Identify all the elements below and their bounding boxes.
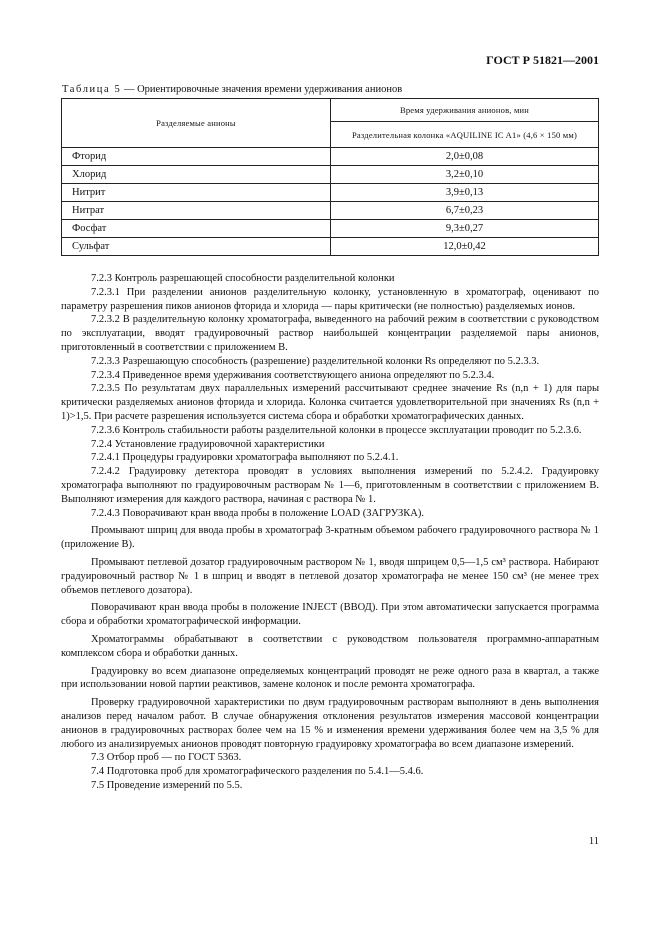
retention-value: 12,0±0,42	[331, 238, 599, 256]
anion-name: Нитрат	[62, 202, 331, 220]
paragraph-7-2-4-3: 7.2.4.3 Поворачивают кран ввода пробы в положение LOAD (ЗАГРУЗКА).	[91, 507, 424, 519]
table-caption-prefix: Таблица 5	[62, 84, 122, 95]
table-row	[62, 166, 599, 184]
retention-value: 6,7±0,23	[331, 202, 599, 220]
table-row	[62, 202, 599, 220]
table-caption	[62, 84, 402, 95]
paragraph-7-2-3-3: 7.2.3.3 Разрешающую способность (разрешение) разделительной колонки Rs определяют по 5.2.3.3.	[91, 355, 540, 367]
anion-name: Фторид	[62, 148, 331, 166]
retention-value: 2,0±0,08	[331, 148, 599, 166]
table-row	[62, 238, 599, 256]
retention-time-table	[61, 98, 599, 256]
retention-value: 3,9±0,13	[331, 184, 599, 202]
section-7-5: 7.5 Проведение измерений по 5.5.	[91, 779, 243, 791]
table-row	[62, 148, 599, 166]
section-7-2-3-heading: 7.2.3 Контроль разрешающей способности разделительной колонки	[91, 273, 395, 284]
paragraph-7-2-3-4: 7.2.3.4 Приведенное время удерживания соответствующего аниона определяют по 5.2.3.4.	[91, 369, 495, 381]
paragraph-7-2-3-6: 7.2.3.6 Контроль стабильности работы разделительной колонки в процессе эксплуатации проводит по 5.2.3.6.	[91, 424, 582, 436]
section-7-3: 7.3 Отбор проб — по ГОСТ 5363.	[91, 752, 242, 764]
retention-value: 9,3±0,27	[331, 220, 599, 238]
paragraph-chromatograms: Хроматограммы обрабатывают в соответствии с руководством пользователя программно-аппаратным комплексом сбора и обработки данных.	[61, 633, 599, 659]
section-7-2-4-heading: 7.2.4 Установление градуировочной характеристики	[91, 438, 325, 450]
table-row	[62, 184, 599, 202]
anion-name: Фосфат	[62, 220, 331, 238]
paragraph-7-2-3-1: 7.2.3.1 При разделении анионов разделительную колонку, установленную в хроматограф, оценивают по параметру разрешения пиков анионов фторида и хлорида — пары критически (не полностью) разделяемых ионов.	[61, 286, 599, 312]
section-7-4: 7.4 Подготовка проб для хроматографического разделения по 5.4.1—5.4.6.	[91, 766, 424, 778]
header-retention-time: Время удерживания анионов, мин	[331, 99, 599, 122]
paragraph-loop-rinse: Промывают петлевой дозатор градуировочным раствором № 1, вводя шприцем 0,5—1,5 см³ раствора. Набирают градуировочный раствор № 1 в шприц и вводят в петлевой дозатор хроматографа не менее 150 см³ (не менее трех объемов петлевого дозатора).	[61, 556, 599, 596]
paragraph-7-2-4-2: 7.2.4.2 Градуировку детектора проводят в условиях выполнения измерений по 5.2.4.2. Градуировку хроматографа выполняют по градуировочным растворам № 1—6, приготовленным в соответствии с приложением В. Выполняют измерения для каждого раствора, начиная с раствора № 1.	[61, 466, 599, 505]
anion-name: Хлорид	[62, 166, 331, 184]
retention-value: 3,2±0,10	[331, 166, 599, 184]
paragraph-inject: Поворачивают кран ввода пробы в положение INJECT (ВВОД). При этом автоматически запускается программа сбора и обработки хроматографической информации.	[61, 602, 599, 628]
anion-name: Нитрит	[62, 184, 331, 202]
table-row	[62, 220, 599, 238]
paragraph-syringe-rinse: Промывают шприц для ввода пробы в хроматограф 3-кратным объемом рабочего градуировочного раствора № 1 (приложение В).	[61, 525, 599, 551]
header-anions: Разделяемые анионы	[62, 99, 331, 148]
anion-name: Сульфат	[62, 238, 331, 256]
standard-designation: ГОСТ Р 51821—2001	[486, 53, 599, 67]
paragraph-7-2-3-5: 7.2.3.5 По результатам двух параллельных измерений рассчитывают среднее значение Rs (n,n + 1) для пары критически разделяемых анионов фторида и хлорида. Колонка считается удовлетворительной при значениях Rs (n,n + 1)>1,5. При расчете разрешения используется система сбора и обработки хроматографических данных.	[61, 383, 599, 422]
header-column: Разделительная колонка «AQUILINE IC A1» (4,6 × 150 мм)	[331, 122, 599, 148]
paragraph-7-2-4-1: 7.2.4.1 Процедуры градуировки хроматографа выполняют по 5.2.4.1.	[91, 452, 399, 464]
paragraph-calibration-check: Проверку градуировочной характеристики по двум градуировочным растворам выполняют в день выполнения анализов перед началом работ. В случае обнаружения отклонения результатов измерения массовой концентрации анионов в градуировочных растворах более чем на 15 % и изменения времени удерживания более чем на 3,5 % для любого из анализируемых анионов проводят повторную градуировку хроматографа во всем диапазоне измерений.	[61, 697, 599, 750]
paragraph-calibration-range: Градуировку во всем диапазоне определяемых концентраций проводят не реже одного раза в квартал, а также при использовании новой партии реактивов, замене колонок и после ремонта хроматографа.	[61, 665, 599, 691]
table-caption-text: — Ориентировочные значения времени удерживания анионов	[121, 84, 403, 95]
body-text	[61, 272, 599, 793]
page-number: 11	[588, 836, 599, 847]
paragraph-7-2-3-2: 7.2.3.2 В разделительную колонку хроматографа, выведенного на рабочий режим в соответствии с руководством по эксплуатации, вводят градуировочный раствор наибольшей концентрации разделяемой пары анионов, приготовленный в соответствии с приложением В.	[61, 314, 599, 353]
